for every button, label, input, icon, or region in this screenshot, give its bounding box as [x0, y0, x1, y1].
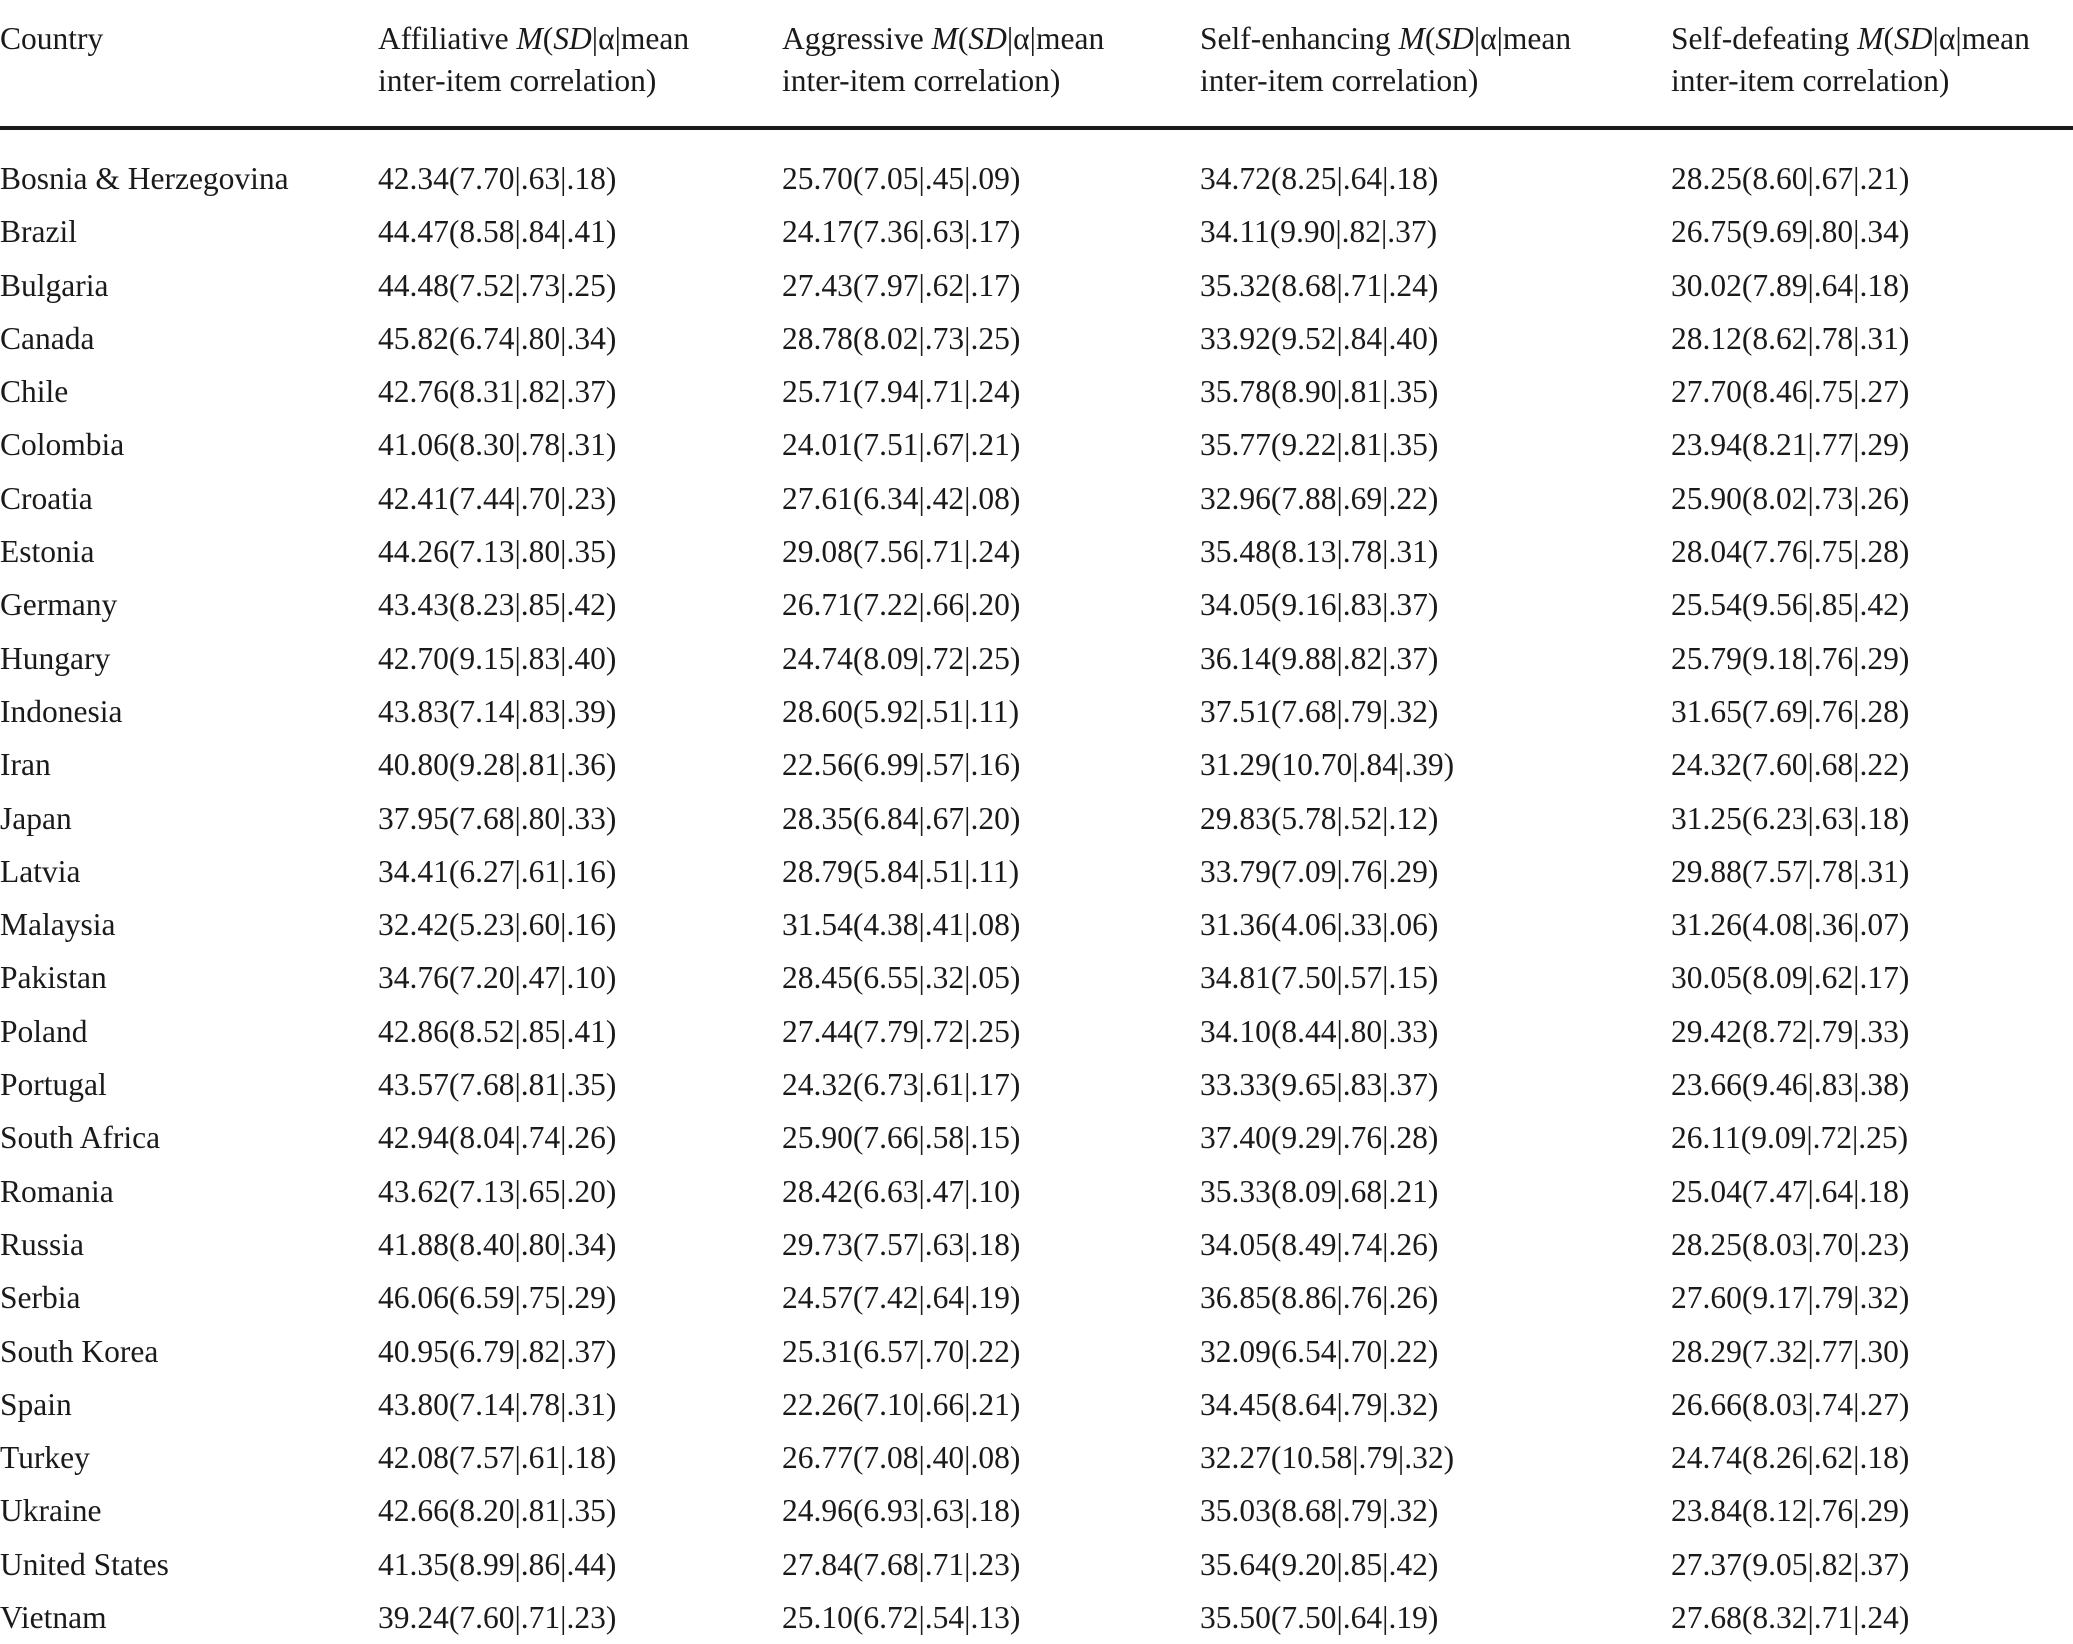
country-cell: Germany — [0, 587, 118, 623]
affiliative-cell: 42.66(8.20|.81|.35) — [378, 1493, 617, 1529]
aggressive-cell: 25.71(7.94|.71|.24) — [782, 374, 1021, 410]
aggressive-cell: 25.90(7.66|.58|.15) — [782, 1120, 1021, 1156]
table-row — [0, 632, 2073, 685]
aggressive-cell: 25.31(6.57|.70|.22) — [782, 1333, 1021, 1369]
country-cell: Bosnia & Herzegovina — [0, 161, 289, 196]
self-defeating-cell: 28.12(8.62|.78|.31) — [1671, 320, 1910, 356]
table-header-row — [0, 0, 2073, 130]
affiliative-cell: 32.42(5.23|.60|.16) — [378, 907, 617, 943]
aggressive-cell: 28.60(5.92|.51|.11) — [782, 693, 1020, 729]
country-cell: Estonia — [0, 534, 95, 570]
affiliative-cell: 44.26(7.13|.80|.35) — [378, 534, 617, 570]
header-text: Country — [0, 21, 104, 56]
self-defeating-cell: 26.11(9.09|.72|.25) — [1671, 1120, 1909, 1156]
self-defeating-cell: 26.66(8.03|.74|.27) — [1671, 1386, 1910, 1422]
table-row — [0, 898, 2073, 951]
country-cell: Malaysia — [0, 907, 116, 943]
self-enhancing-cell: 37.51(7.68|.79|.32) — [1200, 693, 1439, 729]
self-enhancing-cell: 29.83(5.78|.52|.12) — [1200, 800, 1439, 836]
table-row — [0, 951, 2073, 1004]
table-row — [0, 792, 2073, 845]
self-defeating-cell: 28.25(8.60|.67|.21) — [1671, 161, 1910, 196]
self-defeating-cell: 24.32(7.60|.68|.22) — [1671, 747, 1910, 783]
self-defeating-cell: 23.94(8.21|.77|.29) — [1671, 427, 1910, 463]
country-cell: Turkey — [0, 1440, 90, 1476]
column-header-aggressive — [782, 18, 1104, 102]
aggressive-cell: 22.26(7.10|.66|.21) — [782, 1386, 1021, 1422]
country-cell: United States — [0, 1546, 169, 1582]
affiliative-cell: 44.47(8.58|.84|.41) — [378, 214, 617, 250]
self-enhancing-cell: 32.09(6.54|.70|.22) — [1200, 1333, 1439, 1369]
header-text: |α|mean — [1006, 21, 1105, 56]
country-cell: Brazil — [0, 214, 77, 250]
self-enhancing-cell: 35.78(8.90|.81|.35) — [1200, 374, 1439, 410]
affiliative-cell: 43.43(8.23|.85|.42) — [378, 587, 617, 623]
self-enhancing-cell: 34.45(8.64|.79|.32) — [1200, 1386, 1439, 1422]
country-cell: Croatia — [0, 480, 93, 516]
aggressive-cell: 31.54(4.38|.41|.08) — [782, 907, 1021, 943]
self-enhancing-cell: 33.92(9.52|.84|.40) — [1200, 320, 1439, 356]
aggressive-cell: 26.77(7.08|.40|.08) — [782, 1440, 1021, 1476]
header-text: inter-item correlation) — [1200, 63, 1479, 98]
affiliative-cell: 42.08(7.57|.61|.18) — [378, 1440, 617, 1476]
header-text: ( — [542, 21, 554, 56]
self-enhancing-cell: 35.48(8.13|.78|.31) — [1200, 534, 1439, 570]
self-defeating-cell: 25.54(9.56|.85|.42) — [1671, 587, 1910, 623]
country-cell: Romania — [0, 1173, 114, 1209]
affiliative-cell: 42.94(8.04|.74|.26) — [378, 1120, 617, 1156]
header-text: |α|mean — [1932, 21, 2030, 56]
country-cell: Indonesia — [0, 693, 123, 729]
aggressive-cell: 28.79(5.84|.51|.11) — [782, 853, 1020, 889]
header-text: M — [1857, 21, 1884, 56]
affiliative-cell: 39.24(7.60|.71|.23) — [378, 1600, 617, 1636]
table-row — [0, 1165, 2073, 1218]
column-header-affiliative — [378, 18, 689, 102]
header-text: inter-item correlation) — [782, 63, 1061, 98]
country-cell: Poland — [0, 1013, 88, 1049]
table-body — [0, 130, 2073, 1644]
table-row — [0, 152, 2073, 205]
self-defeating-cell: 27.60(9.17|.79|.32) — [1671, 1280, 1910, 1316]
affiliative-cell: 42.41(7.44|.70|.23) — [378, 480, 617, 516]
country-cell: Canada — [0, 320, 95, 356]
column-header-country — [0, 18, 103, 60]
affiliative-cell: 41.88(8.40|.80|.34) — [378, 1226, 617, 1262]
self-defeating-cell: 24.74(8.26|.62|.18) — [1671, 1440, 1910, 1476]
affiliative-cell: 34.76(7.20|.47|.10) — [378, 960, 617, 996]
affiliative-cell: 43.83(7.14|.83|.39) — [378, 693, 617, 729]
table-row — [0, 1005, 2073, 1058]
aggressive-cell: 28.35(6.84|.67|.20) — [782, 800, 1021, 836]
table-row — [0, 1325, 2073, 1378]
country-cell: Spain — [0, 1386, 72, 1422]
header-text: SD — [553, 21, 592, 56]
self-defeating-cell: 30.05(8.09|.62|.17) — [1671, 960, 1910, 996]
self-enhancing-cell: 33.33(9.65|.83|.37) — [1200, 1067, 1439, 1103]
header-text: SD — [1894, 21, 1933, 56]
header-text: |α|mean — [1473, 21, 1572, 56]
country-cell: Chile — [0, 374, 69, 410]
self-defeating-cell: 27.68(8.32|.71|.24) — [1671, 1600, 1910, 1636]
affiliative-cell: 40.95(6.79|.82|.37) — [378, 1333, 617, 1369]
affiliative-cell: 34.41(6.27|.61|.16) — [378, 853, 617, 889]
country-cell: Vietnam — [0, 1600, 107, 1636]
table-row — [0, 1484, 2073, 1537]
self-defeating-cell: 28.25(8.03|.70|.23) — [1671, 1226, 1910, 1262]
affiliative-cell: 42.86(8.52|.85|.41) — [378, 1013, 617, 1049]
self-enhancing-cell: 34.10(8.44|.80|.33) — [1200, 1013, 1439, 1049]
self-defeating-cell: 25.04(7.47|.64|.18) — [1671, 1173, 1910, 1209]
table-row — [0, 845, 2073, 898]
table-row — [0, 205, 2073, 258]
table-row — [0, 1271, 2073, 1324]
affiliative-cell: 43.62(7.13|.65|.20) — [378, 1173, 617, 1209]
self-defeating-cell: 30.02(7.89|.64|.18) — [1671, 267, 1910, 303]
aggressive-cell: 24.01(7.51|.67|.21) — [782, 427, 1021, 463]
self-defeating-cell: 29.42(8.72|.79|.33) — [1671, 1013, 1910, 1049]
self-enhancing-cell: 32.96(7.88|.69|.22) — [1200, 480, 1439, 516]
self-defeating-cell: 28.04(7.76|.75|.28) — [1671, 534, 1910, 570]
self-enhancing-cell: 31.36(4.06|.33|.06) — [1200, 907, 1439, 943]
aggressive-cell: 25.70(7.05|.45|.09) — [782, 161, 1021, 196]
table-row — [0, 472, 2073, 525]
self-defeating-cell: 23.66(9.46|.83|.38) — [1671, 1067, 1910, 1103]
self-defeating-cell: 31.65(7.69|.76|.28) — [1671, 693, 1910, 729]
aggressive-cell: 28.78(8.02|.73|.25) — [782, 320, 1021, 356]
affiliative-cell: 41.06(8.30|.78|.31) — [378, 427, 617, 463]
self-defeating-cell: 31.26(4.08|.36|.07) — [1671, 907, 1910, 943]
header-text: inter-item correlation) — [1671, 63, 1950, 98]
aggressive-cell: 24.17(7.36|.63|.17) — [782, 214, 1021, 250]
self-enhancing-cell: 36.85(8.86|.76|.26) — [1200, 1280, 1439, 1316]
table-row — [0, 1111, 2073, 1164]
table-row — [0, 685, 2073, 738]
table-row — [0, 738, 2073, 791]
table-row — [0, 312, 2073, 365]
self-enhancing-cell: 35.77(9.22|.81|.35) — [1200, 427, 1439, 463]
self-enhancing-cell: 34.72(8.25|.64|.18) — [1200, 161, 1439, 196]
header-text: ( — [1883, 21, 1895, 56]
self-enhancing-cell: 34.05(9.16|.83|.37) — [1200, 587, 1439, 623]
aggressive-cell: 24.96(6.93|.63|.18) — [782, 1493, 1021, 1529]
aggressive-cell: 28.45(6.55|.32|.05) — [782, 960, 1021, 996]
header-text: Aggressive — [782, 21, 932, 56]
aggressive-cell: 29.73(7.57|.63|.18) — [782, 1226, 1021, 1262]
self-enhancing-cell: 32.27(10.58|.79|.32) — [1200, 1440, 1455, 1476]
self-defeating-cell: 26.75(9.69|.80|.34) — [1671, 214, 1910, 250]
self-defeating-cell: 31.25(6.23|.63|.18) — [1671, 800, 1910, 836]
affiliative-cell: 46.06(6.59|.75|.29) — [378, 1280, 617, 1316]
self-defeating-cell: 25.79(9.18|.76|.29) — [1671, 640, 1910, 676]
header-text: SD — [1435, 21, 1474, 56]
aggressive-cell: 27.84(7.68|.71|.23) — [782, 1546, 1021, 1582]
affiliative-cell: 42.34(7.70|.63|.18) — [378, 161, 617, 196]
aggressive-cell: 24.57(7.42|.64|.19) — [782, 1280, 1021, 1316]
aggressive-cell: 29.08(7.56|.71|.24) — [782, 534, 1021, 570]
column-header-self-enhancing — [1200, 18, 1571, 102]
header-text: Self-defeating — [1671, 21, 1858, 56]
header-text: ( — [1424, 21, 1436, 56]
aggressive-cell: 27.61(6.34|.42|.08) — [782, 480, 1021, 516]
table-row — [0, 418, 2073, 471]
aggressive-cell: 26.71(7.22|.66|.20) — [782, 587, 1021, 623]
header-text: Affiliative — [378, 21, 517, 56]
country-cell: Hungary — [0, 640, 111, 676]
self-defeating-cell: 29.88(7.57|.78|.31) — [1671, 853, 1910, 889]
aggressive-cell: 27.43(7.97|.62|.17) — [782, 267, 1021, 303]
self-enhancing-cell: 35.03(8.68|.79|.32) — [1200, 1493, 1439, 1529]
country-cell: Colombia — [0, 427, 125, 463]
table-row — [0, 365, 2073, 418]
self-enhancing-cell: 36.14(9.88|.82|.37) — [1200, 640, 1439, 676]
affiliative-cell: 43.57(7.68|.81|.35) — [378, 1067, 617, 1103]
country-cell: Serbia — [0, 1280, 81, 1316]
table-row — [0, 1538, 2073, 1591]
self-defeating-cell: 25.90(8.02|.73|.26) — [1671, 480, 1910, 516]
country-cell: Pakistan — [0, 960, 107, 996]
affiliative-cell: 40.80(9.28|.81|.36) — [378, 747, 617, 783]
country-cell: Portugal — [0, 1067, 107, 1103]
table-row — [0, 1218, 2073, 1271]
header-text: M — [1398, 21, 1425, 56]
self-defeating-cell: 27.37(9.05|.82|.37) — [1671, 1546, 1910, 1582]
table-row — [0, 1058, 2073, 1111]
affiliative-cell: 45.82(6.74|.80|.34) — [378, 320, 617, 356]
header-text: |α|mean — [591, 21, 690, 56]
country-cell: Ukraine — [0, 1493, 102, 1529]
affiliative-cell: 37.95(7.68|.80|.33) — [378, 800, 617, 836]
country-cell: Russia — [0, 1226, 85, 1262]
table-row — [0, 1591, 2073, 1644]
self-enhancing-cell: 35.50(7.50|.64|.19) — [1200, 1600, 1439, 1636]
header-text: ( — [957, 21, 969, 56]
header-text: M — [931, 21, 958, 56]
country-cell: Bulgaria — [0, 267, 109, 303]
self-defeating-cell: 28.29(7.32|.77|.30) — [1671, 1333, 1910, 1369]
self-enhancing-cell: 35.33(8.09|.68|.21) — [1200, 1173, 1439, 1209]
aggressive-cell: 28.42(6.63|.47|.10) — [782, 1173, 1021, 1209]
header-text: SD — [968, 21, 1007, 56]
header-text: M — [516, 21, 543, 56]
table-row — [0, 259, 2073, 312]
aggressive-cell: 27.44(7.79|.72|.25) — [782, 1013, 1021, 1049]
self-enhancing-cell: 35.64(9.20|.85|.42) — [1200, 1546, 1439, 1582]
affiliative-cell: 43.80(7.14|.78|.31) — [378, 1386, 617, 1422]
self-defeating-cell: 23.84(8.12|.76|.29) — [1671, 1493, 1910, 1529]
affiliative-cell: 44.48(7.52|.73|.25) — [378, 267, 617, 303]
table-row — [0, 1431, 2073, 1484]
aggressive-cell: 25.10(6.72|.54|.13) — [782, 1600, 1021, 1636]
self-enhancing-cell: 35.32(8.68|.71|.24) — [1200, 267, 1439, 303]
self-enhancing-cell: 34.05(8.49|.74|.26) — [1200, 1226, 1439, 1262]
affiliative-cell: 42.76(8.31|.82|.37) — [378, 374, 617, 410]
aggressive-cell: 24.74(8.09|.72|.25) — [782, 640, 1021, 676]
country-cell: Iran — [0, 747, 51, 783]
self-enhancing-cell: 34.81(7.50|.57|.15) — [1200, 960, 1439, 996]
aggressive-cell: 22.56(6.99|.57|.16) — [782, 747, 1021, 783]
country-cell: Latvia — [0, 853, 81, 889]
self-defeating-cell: 27.70(8.46|.75|.27) — [1671, 374, 1910, 410]
column-header-self-defeating — [1671, 18, 2030, 102]
affiliative-cell: 41.35(8.99|.86|.44) — [378, 1546, 617, 1582]
table-row — [0, 1378, 2073, 1431]
table-row — [0, 525, 2073, 578]
table-row — [0, 578, 2073, 631]
self-enhancing-cell: 31.29(10.70|.84|.39) — [1200, 747, 1455, 783]
country-cell: South Africa — [0, 1120, 161, 1156]
self-enhancing-cell: 34.11(9.90|.82|.37) — [1200, 214, 1438, 250]
header-text: Self-enhancing — [1200, 21, 1399, 56]
aggressive-cell: 24.32(6.73|.61|.17) — [782, 1067, 1021, 1103]
country-cell: Japan — [0, 800, 72, 836]
header-text: inter-item correlation) — [378, 63, 657, 98]
self-enhancing-cell: 33.79(7.09|.76|.29) — [1200, 853, 1439, 889]
affiliative-cell: 42.70(9.15|.83|.40) — [378, 640, 617, 676]
country-cell: South Korea — [0, 1333, 159, 1369]
self-enhancing-cell: 37.40(9.29|.76|.28) — [1200, 1120, 1439, 1156]
